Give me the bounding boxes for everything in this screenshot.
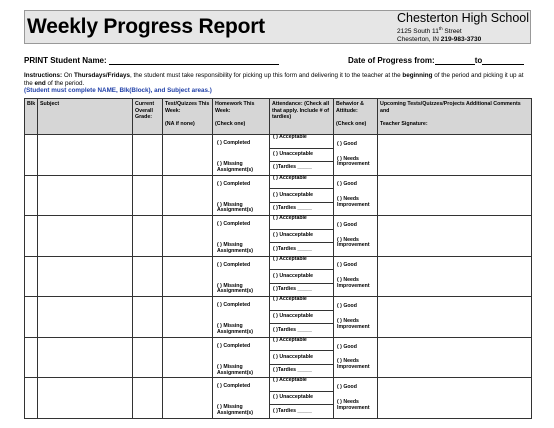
attendance-cell <box>270 216 334 257</box>
homework-completed-option[interactable]: ( ) Completed <box>217 221 251 228</box>
instructions-text: of the period. <box>45 79 85 87</box>
header-grade: Current Overall Grade: <box>133 99 163 135</box>
table-row <box>25 135 532 176</box>
behavior-cell <box>334 337 378 378</box>
grade-cell[interactable] <box>133 337 163 378</box>
homework-cell <box>213 378 270 419</box>
school-info <box>397 12 529 44</box>
instructions-text: On <box>62 72 75 79</box>
school-city-phone <box>397 36 529 44</box>
behavior-good-option[interactable]: ( ) Good <box>337 140 357 147</box>
school-address <box>397 25 529 36</box>
comments-cell[interactable] <box>378 216 532 257</box>
student-name-field[interactable] <box>109 56 279 65</box>
tests-cell[interactable] <box>163 337 213 378</box>
comments-cell[interactable] <box>378 175 532 216</box>
header-tests <box>163 99 213 135</box>
attendance-acceptable-option[interactable]: ( ) Acceptable <box>273 215 307 222</box>
homework-cell <box>213 256 270 297</box>
behavior-good-option[interactable]: ( ) Good <box>337 181 357 188</box>
attendance-tardies-option[interactable]: ( )Tardies _____ <box>270 283 333 297</box>
instructions-end: end <box>34 79 46 87</box>
attendance-unacceptable-option[interactable]: ( ) Unacceptable <box>270 269 333 283</box>
attendance-tardies-option[interactable]: ( )Tardies _____ <box>270 161 333 175</box>
table-row <box>25 216 532 257</box>
instructions-text: , the student must take responsibility for picking up this form and delivering it to the teacher at the <box>130 72 403 79</box>
header-blk: Blk <box>25 99 38 135</box>
instructions-lead: Instructions: <box>24 72 63 79</box>
homework-completed-option[interactable]: ( ) Completed <box>217 302 251 309</box>
behavior-cell <box>334 256 378 297</box>
grade-cell[interactable] <box>133 135 163 176</box>
attendance-unacceptable-option[interactable]: ( ) Unacceptable <box>270 229 333 243</box>
header-attendance: Attendance: (Check all that apply. Include # of tardies) <box>270 99 334 135</box>
homework-completed-option[interactable]: ( ) Completed <box>217 140 251 146</box>
homework-missing-option[interactable]: ( ) Missing Assignment(s) <box>217 404 254 417</box>
attendance-cell <box>270 337 334 378</box>
header-subject: Subject <box>38 99 133 135</box>
header-homework-title: Homework This Week: <box>215 101 255 114</box>
address-sup: th <box>438 26 443 31</box>
grade-cell[interactable] <box>133 256 163 297</box>
tests-cell[interactable] <box>163 135 213 176</box>
date-to-label: to <box>474 56 483 65</box>
attendance-acceptable-option[interactable]: ( ) Acceptable <box>273 377 307 384</box>
comments-cell[interactable] <box>378 337 532 378</box>
header-behavior <box>334 99 378 135</box>
attendance-cell <box>270 135 334 176</box>
behavior-cell <box>334 135 378 176</box>
homework-cell <box>213 135 270 176</box>
behavior-needs-improvement-option[interactable]: ( ) Needs Improvement <box>337 317 370 330</box>
tests-cell[interactable] <box>163 378 213 419</box>
table-row <box>25 256 532 297</box>
grade-cell[interactable] <box>133 216 163 257</box>
comments-cell[interactable] <box>378 135 532 176</box>
homework-missing-option[interactable]: ( ) Missing Assignment(s) <box>217 160 254 173</box>
table-row <box>25 175 532 216</box>
attendance-acceptable-option[interactable]: ( ) Acceptable <box>273 336 307 343</box>
attendance-acceptable-option[interactable]: ( ) Acceptable <box>273 296 307 303</box>
instructions-note: (Student must complete NAME, Blk(Block), and Subject areas.) <box>24 87 212 95</box>
behavior-good-option[interactable]: ( ) Good <box>337 343 357 350</box>
subject-cell[interactable] <box>38 297 133 338</box>
homework-missing-option[interactable]: ( ) Missing Assignment(s) <box>217 242 254 254</box>
homework-cell <box>213 216 270 257</box>
attendance-tardies-option[interactable]: ( )Tardies _____ <box>270 323 333 337</box>
tests-cell[interactable] <box>163 297 213 338</box>
date-range-row <box>348 56 524 65</box>
homework-cell <box>213 297 270 338</box>
attendance-unacceptable-option[interactable]: ( ) Unacceptable <box>270 148 333 162</box>
homework-completed-option[interactable]: ( ) Completed <box>217 180 251 187</box>
homework-missing-option[interactable]: ( ) Missing Assignment(s) <box>217 363 254 376</box>
school-name: Chesterton High School <box>397 11 530 25</box>
student-name-label: PRINT Student Name: <box>24 56 107 65</box>
instructions-days: Thursdays/Fridays <box>74 72 131 79</box>
behavior-good-option[interactable]: ( ) Good <box>337 221 357 228</box>
header-behavior-note: (Check one) <box>336 121 367 128</box>
attendance-tardies-option[interactable]: ( )Tardies _____ <box>270 404 333 418</box>
header-behavior-title: Behavior & Attitude: <box>336 101 364 114</box>
behavior-good-option[interactable]: ( ) Good <box>337 384 357 391</box>
header-upcoming-title: Upcoming Tests/Quizzes/Projects Additional Comments and <box>380 101 521 114</box>
behavior-needs-improvement-option[interactable]: ( ) Needs Improvement <box>337 358 370 371</box>
behavior-needs-improvement-option[interactable]: ( ) Needs Improvement <box>337 155 370 168</box>
attendance-unacceptable-option[interactable]: ( ) Unacceptable <box>270 391 333 405</box>
blk-cell[interactable] <box>25 378 38 419</box>
homework-completed-option[interactable]: ( ) Completed <box>217 261 251 268</box>
header-tests-note: (NA if none) <box>165 121 195 128</box>
homework-cell <box>213 337 270 378</box>
subject-cell[interactable] <box>38 216 133 257</box>
grade-cell[interactable] <box>133 378 163 419</box>
blk-cell[interactable] <box>25 337 38 378</box>
student-name-row <box>24 56 279 65</box>
date-from-label: Date of Progress from: <box>348 56 435 65</box>
homework-completed-option[interactable]: ( ) Completed <box>217 342 251 349</box>
table-row <box>25 378 532 419</box>
behavior-cell <box>334 216 378 257</box>
grade-cell[interactable] <box>133 297 163 338</box>
blk-cell[interactable] <box>25 297 38 338</box>
homework-completed-option[interactable]: ( ) Completed <box>217 383 251 390</box>
attendance-unacceptable-option[interactable]: ( ) Unacceptable <box>270 350 333 364</box>
homework-missing-option[interactable]: ( ) Missing Assignment(s) <box>217 201 254 214</box>
behavior-needs-improvement-option[interactable]: ( ) Needs Improvement <box>337 236 370 249</box>
blk-cell[interactable] <box>25 256 38 297</box>
table-body <box>25 135 532 419</box>
attendance-cell <box>270 378 334 419</box>
tests-cell[interactable] <box>163 216 213 257</box>
table-header-row <box>25 99 532 135</box>
header-tests-title: Test/Quizzes This Week: <box>165 101 210 114</box>
attendance-unacceptable-option[interactable]: ( ) Unacceptable <box>270 310 333 324</box>
table-row <box>25 337 532 378</box>
attendance-acceptable-option[interactable]: ( ) Acceptable <box>273 134 307 140</box>
table-row <box>25 297 532 338</box>
attendance-acceptable-option[interactable]: ( ) Acceptable <box>273 174 307 181</box>
header-homework-note: (Check one) <box>215 121 246 128</box>
homework-cell <box>213 175 270 216</box>
grade-cell[interactable] <box>133 175 163 216</box>
attendance-cell <box>270 175 334 216</box>
subject-cell[interactable] <box>38 256 133 297</box>
homework-missing-option[interactable]: ( ) Missing Assignment(s) <box>217 323 254 336</box>
comments-cell[interactable] <box>378 256 532 297</box>
attendance-cell <box>270 297 334 338</box>
comments-cell[interactable] <box>378 297 532 338</box>
attendance-unacceptable-option[interactable]: ( ) Unacceptable <box>270 188 333 202</box>
address-street-tail: Street <box>442 28 462 36</box>
behavior-good-option[interactable]: ( ) Good <box>337 262 357 269</box>
report-header <box>24 10 531 44</box>
school-phone: 219-983-3730 <box>440 36 482 44</box>
attendance-acceptable-option[interactable]: ( ) Acceptable <box>273 255 307 262</box>
progress-table <box>24 98 532 419</box>
date-from-field[interactable] <box>435 56 475 65</box>
header-upcoming <box>378 99 532 135</box>
address-street: 2125 South 11 <box>397 28 439 36</box>
homework-missing-option[interactable]: ( ) Missing Assignment(s) <box>217 282 254 295</box>
behavior-needs-improvement-option[interactable]: ( ) Needs Improvement <box>337 196 370 208</box>
tests-cell[interactable] <box>163 256 213 297</box>
attendance-tardies-option[interactable]: ( )Tardies _____ <box>270 364 333 378</box>
page-title: Weekly Progress Report <box>27 15 265 38</box>
instructions-beginning: beginning <box>402 72 433 79</box>
date-to-field[interactable] <box>482 56 524 65</box>
attendance-cell <box>270 256 334 297</box>
blk-cell[interactable] <box>25 135 38 176</box>
subject-cell[interactable] <box>38 378 133 419</box>
blk-cell[interactable] <box>25 175 38 216</box>
behavior-needs-improvement-option[interactable]: ( ) Needs Improvement <box>337 277 370 289</box>
attendance-tardies-option[interactable]: ( )Tardies _____ <box>270 242 333 256</box>
subject-cell[interactable] <box>38 175 133 216</box>
behavior-needs-improvement-option[interactable]: ( ) Needs Improvement <box>337 399 370 411</box>
comments-cell[interactable] <box>378 378 532 419</box>
header-upcoming-note: Teacher Signature: <box>380 121 428 128</box>
behavior-cell <box>334 297 378 338</box>
address-city: Chesterton, IN <box>397 36 441 44</box>
subject-cell[interactable] <box>38 135 133 176</box>
subject-cell[interactable] <box>38 337 133 378</box>
tests-cell[interactable] <box>163 175 213 216</box>
attendance-tardies-option[interactable]: ( )Tardies _____ <box>270 202 333 216</box>
behavior-cell <box>334 175 378 216</box>
behavior-cell <box>334 378 378 419</box>
instructions <box>24 72 531 95</box>
instructions-text: of the period and picking it up at the <box>24 72 524 87</box>
behavior-good-option[interactable]: ( ) Good <box>337 302 357 309</box>
header-homework <box>213 99 270 135</box>
blk-cell[interactable] <box>25 216 38 257</box>
